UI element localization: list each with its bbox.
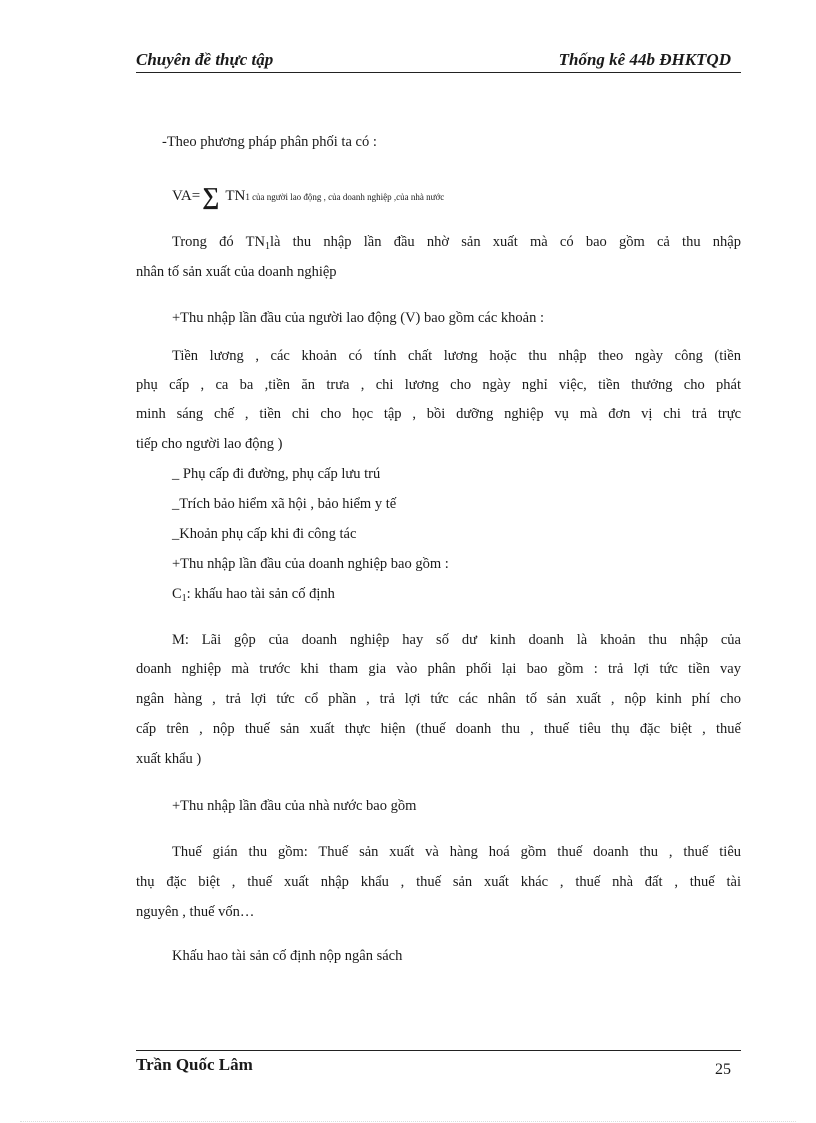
thue-para-line-2: thụ đặc biệt , thuế xuất nhập khẩu , thuế sản xuất khác , thuế nhà đất , thuế tài	[136, 874, 741, 890]
m-para-line-1: M: Lãi gộp của doanh nghiệp hay số dư kinh doanh là khoản thu nhập của	[172, 632, 741, 648]
formula-subscript: 1 của người lao động , của doanh nghiệp ,của nhà nước	[245, 192, 445, 202]
tien-luong-line-2: phụ cấp , ca ba ,tiền ăn trưa , chi lương cho ngày nghỉ việc, tiền thưởng cho phát	[136, 377, 741, 393]
m-para-line-4: cấp trên , nộp thuế sản xuất thực hiện (thuế doanh thu , thuế tiêu thụ đặc biệt , thuế	[136, 721, 741, 737]
list-item: +Thu nhập lần đầu của doanh nghiệp bao gồm :	[172, 556, 449, 572]
trong-do-line-2: nhân tố sản xuất của doanh nghiệp	[136, 264, 337, 280]
c1-text: : khấu hao tài sản cố định	[186, 586, 335, 602]
trong-do-text-b: là thu nhập lần đầu nhờ sản xuất mà có bao gồm cả thu nhập	[269, 234, 741, 250]
list-item: _ Phụ cấp đi đường, phụ cấp lưu trú	[172, 466, 381, 482]
intro-line: -Theo phương pháp phân phối ta có :	[162, 134, 377, 150]
bottom-dotted-divider	[20, 1121, 796, 1122]
c1-line	[172, 586, 335, 603]
page-header	[136, 48, 741, 73]
tien-luong-line-3: minh sáng chế , tiền chi cho học tập , bồi dưỡng nghiệp vụ mà đơn vị chi trả trực	[136, 406, 741, 422]
page-number: 25	[715, 1061, 731, 1078]
author-name: Trần Quốc Lâm	[136, 1055, 253, 1074]
tn-subscript: 1	[264, 241, 270, 252]
tien-luong-line-1: Tiền lương , các khoản có tính chất lương hoặc thu nhập theo ngày công (tiền	[172, 348, 741, 364]
thue-para-line-1: Thuế gián thu gồm: Thuế sản xuất và hàng hoá gồm thuế doanh thu , thuế tiêu	[172, 844, 741, 860]
thue-para-line-3: nguyên , thuế vốn…	[136, 904, 255, 920]
c1-letter: C	[172, 586, 182, 602]
m-para-line-5: xuất khẩu )	[136, 751, 202, 767]
list-item: _Trích bảo hiểm xã hội , bảo hiểm y tế	[172, 496, 397, 512]
list-item: _Khoản phụ cấp khi đi công tác	[172, 526, 357, 542]
formula-lhs: VA=	[172, 188, 201, 204]
state-heading: +Thu nhập lần đầu của nhà nước bao gồm	[172, 798, 417, 814]
m-para-line-2: doanh nghiệp mà trước khi tham gia vào phân phối lại bao gồm : trả lợi tức tiền vay	[136, 661, 741, 677]
m-para-line-3: ngân hàng , trả lợi tức cổ phần , trả lợi tức các nhân tố sản xuất , nộp kinh phí cho	[136, 691, 741, 707]
v-heading: +Thu nhập lần đầu của người lao động (V) bao gồm các khoản :	[172, 310, 545, 326]
trong-do-line-1	[172, 234, 741, 251]
c1-subscript: 1	[181, 593, 187, 604]
tien-luong-line-4: tiếp cho người lao động )	[136, 436, 283, 452]
formula	[172, 180, 445, 210]
page-footer	[136, 1050, 741, 1078]
formula-term: TN	[225, 188, 246, 204]
header-title-right: Thống kê 44b ĐHKTQD	[558, 50, 731, 69]
header-title-left: Chuyên đề thực tập	[136, 50, 274, 69]
last-line: Khấu hao tài sản cố định nộp ngân sách	[172, 948, 403, 964]
sigma-symbol: ∑	[202, 184, 220, 210]
trong-do-text-a: Trong đó TN	[172, 234, 265, 250]
